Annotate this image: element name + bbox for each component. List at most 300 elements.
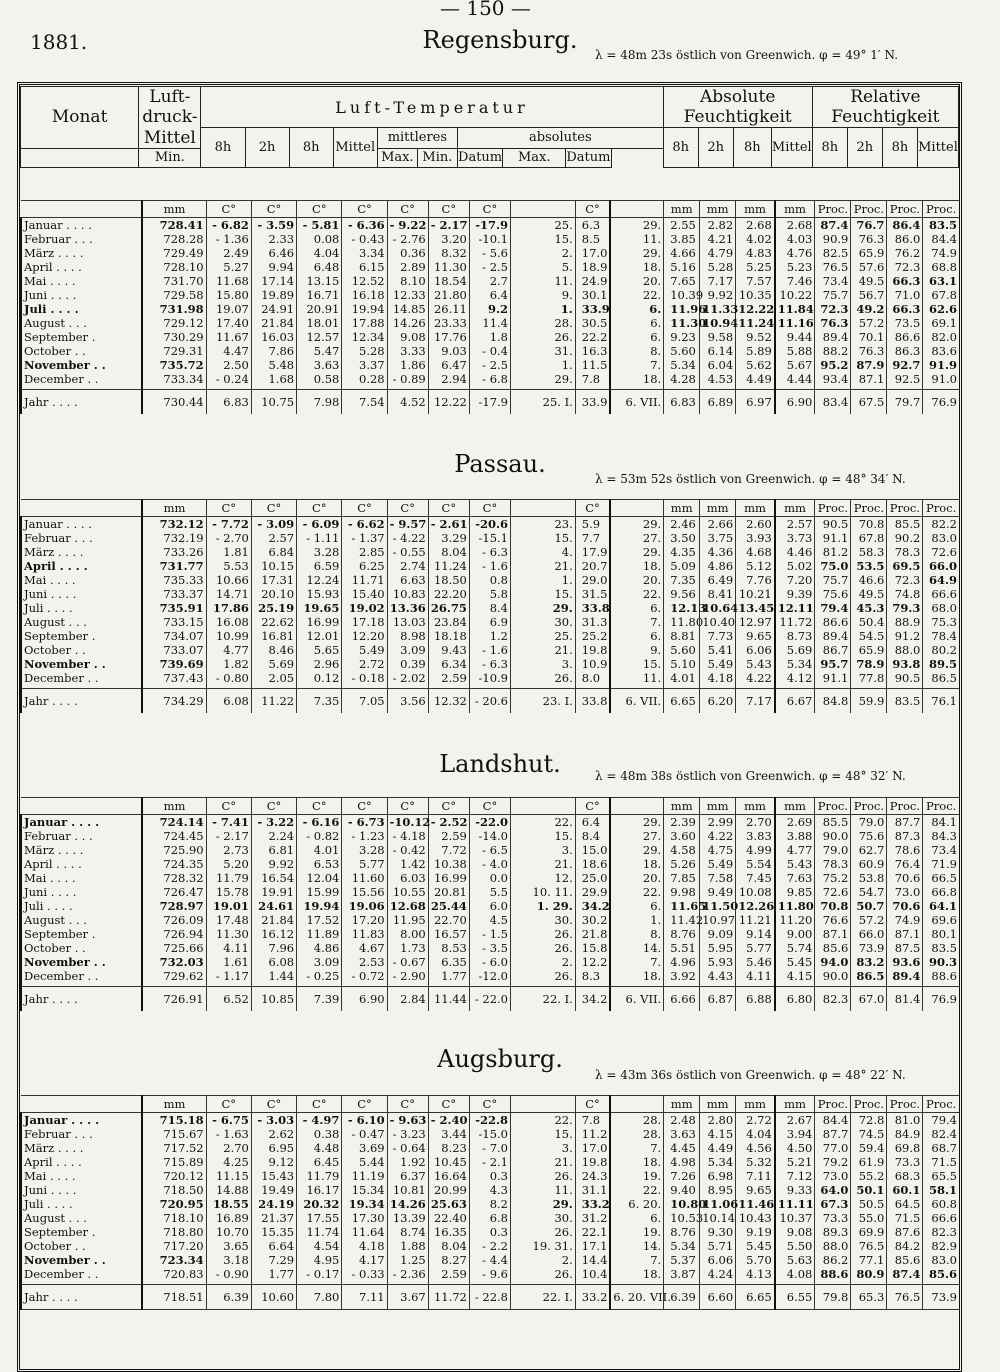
table-cell: 65.9 [851, 246, 887, 260]
unit-label: Proc. [923, 798, 959, 815]
table-cell: 8.41 [700, 587, 736, 601]
table-cell: 8.4 [575, 829, 610, 843]
table-cell: 71.9 [923, 857, 959, 871]
table-cell: 5.95 [700, 941, 736, 955]
table-cell: 2. [511, 955, 576, 969]
table-row [21, 941, 959, 955]
table-row [21, 587, 959, 601]
table-cell: 73.4 [815, 274, 851, 288]
table-cell: 726.47 [142, 885, 206, 899]
table-cell: 4.43 [700, 969, 736, 987]
table-cell: 4.04 [736, 1127, 775, 1141]
table-cell: 5.48 [251, 358, 296, 372]
table-cell: 77.8 [851, 671, 887, 689]
table-cell: 89.4 [815, 330, 851, 344]
table-cell: - 1.11 [297, 531, 342, 545]
table-cell: 94.0 [815, 955, 851, 969]
table-cell: 12.26 [736, 899, 775, 913]
table-cell: 19.34 [342, 1197, 387, 1211]
table-cell: - 2.02 [387, 671, 428, 689]
unit-label: Proc. [887, 798, 923, 815]
table-cell: 15. [511, 1127, 576, 1141]
table-cell: 2.70 [736, 815, 775, 830]
table-cell: - 2.1 [469, 1155, 510, 1169]
unit-label: mm [664, 798, 700, 815]
table-cell: 5.8 [469, 587, 510, 601]
table-cell: - 4.0 [469, 857, 510, 871]
table-cell: 7.98 [297, 390, 342, 415]
unit-label: Proc. [851, 1096, 887, 1113]
table-cell: 3.50 [664, 531, 700, 545]
table-cell: 9.92 [251, 857, 296, 871]
table-cell: 4.47 [206, 344, 251, 358]
table-cell: - 5.6 [469, 246, 510, 260]
table-cell: 31.5 [575, 587, 610, 601]
unit-label: mm [700, 201, 736, 218]
table-cell: 4.01 [297, 843, 342, 857]
table-row [21, 1239, 959, 1253]
unit-label: mm [142, 500, 206, 517]
table-cell: 19.02 [342, 601, 387, 615]
header-f2: 2h [698, 128, 733, 168]
table-cell: 2.50 [206, 358, 251, 372]
table-cell: 14.26 [387, 316, 428, 330]
table-cell: 4.13 [736, 1267, 775, 1285]
table-cell: 6.52 [206, 987, 251, 1012]
table-cell: 735.33 [142, 573, 206, 587]
header-datum2: Datum [566, 150, 611, 165]
table-cell: 22.62 [251, 615, 296, 629]
table-cell: - 1.63 [206, 1127, 251, 1141]
table-row [21, 246, 959, 260]
table-cell: 4.95 [297, 1253, 342, 1267]
unit-label: Proc. [815, 1096, 851, 1113]
table-cell: 6.4 [575, 815, 610, 830]
table-cell: 718.50 [142, 1183, 206, 1197]
table-cell: 30. [511, 913, 576, 927]
table-cell: 15.40 [342, 587, 387, 601]
table-cell: 5.45 [775, 955, 815, 969]
table-cell: 6.65 [664, 689, 700, 714]
table-cell: 19. [610, 1169, 663, 1183]
table-cell: 717.52 [142, 1141, 206, 1155]
header-fm: Mittel [771, 128, 812, 168]
table-cell: 11.20 [775, 913, 815, 927]
month-label: October . . [21, 344, 142, 358]
table-cell: 90.9 [815, 232, 851, 246]
table-cell: 16.99 [428, 871, 469, 885]
table-cell: 82.0 [923, 330, 959, 344]
table-cell: 85.6 [887, 1253, 923, 1267]
table-cell: 67.8 [851, 531, 887, 545]
table-cell: 4.08 [775, 1267, 815, 1285]
table-cell: 11.80 [664, 615, 700, 629]
table-cell: 3.67 [387, 1285, 428, 1310]
table-cell: 7.39 [297, 987, 342, 1012]
table-cell: 3.63 [297, 358, 342, 372]
table-cell: 732.19 [142, 531, 206, 545]
header-mittel: Mittel [139, 128, 201, 149]
table-cell: 12.11 [775, 601, 815, 615]
station-coords: λ = 43m 36s östlich von Greenwich. φ = 48° 22′ N. [595, 1068, 906, 1082]
table-cell: 2.70 [206, 1141, 251, 1155]
unit-label: mm [664, 1096, 700, 1113]
table-cell: 75.6 [815, 587, 851, 601]
table-cell: 22.20 [428, 587, 469, 601]
units-row [21, 1096, 959, 1113]
table-cell: 49.5 [851, 274, 887, 288]
table-cell: 17.0 [575, 246, 610, 260]
table-cell: 1. [511, 302, 576, 316]
table-cell: 7.8 [575, 372, 610, 390]
table-cell: 14.26 [387, 1197, 428, 1211]
table-cell: 83.0 [923, 1253, 959, 1267]
table-row [21, 302, 959, 316]
table-cell: 10.45 [428, 1155, 469, 1169]
unit-label: mm [664, 500, 700, 517]
table-cell: - 2.61 [428, 517, 469, 532]
table-cell: - 4.22 [387, 531, 428, 545]
table-cell: 2.89 [387, 260, 428, 274]
table-cell: 4.46 [775, 545, 815, 559]
table-cell: 11.60 [342, 871, 387, 885]
table-cell: 11.71 [342, 573, 387, 587]
table-cell: 6. 20. [610, 1197, 663, 1211]
table-cell: 10.35 [736, 288, 775, 302]
table-cell: 6.95 [251, 1141, 296, 1155]
table-cell: 3.93 [736, 531, 775, 545]
table-cell: 25.2 [575, 629, 610, 643]
table-cell: 11. [610, 232, 663, 246]
unit-label: Proc. [851, 798, 887, 815]
table-cell: 0.38 [297, 1127, 342, 1141]
table-cell: 25.19 [251, 601, 296, 615]
table-cell: 18.54 [428, 274, 469, 288]
unit-label: mm [775, 500, 815, 517]
table-cell: 4.49 [700, 1141, 736, 1155]
table-cell: 2.85 [342, 545, 387, 559]
table-cell: 5.43 [736, 657, 775, 671]
table-cell: 11.44 [428, 987, 469, 1012]
table-cell: 79.2 [815, 1155, 851, 1169]
table-cell: 70.1 [851, 330, 887, 344]
table-cell: 5.21 [775, 1155, 815, 1169]
column-header [20, 86, 959, 168]
table-cell: 90.5 [887, 671, 923, 689]
table-row [21, 843, 959, 857]
table-cell: 84.1 [923, 815, 959, 830]
table-cell: 28. [511, 316, 576, 330]
table-cell: 82.4 [923, 1127, 959, 1141]
table-cell: 7. [610, 955, 663, 969]
table-cell: 2.82 [700, 218, 736, 233]
station-title: Landshut. [439, 750, 561, 778]
table-cell: 1. [511, 358, 576, 372]
station-coords: λ = 48m 23s östlich von Greenwich. φ = 49° 1′ N. [595, 48, 899, 62]
table-row [21, 829, 959, 843]
table-cell: 90.5 [815, 517, 851, 532]
table-cell: 6. VII. [610, 987, 663, 1012]
table-cell: 63.1 [923, 274, 959, 288]
table-cell: - 0.64 [387, 1141, 428, 1155]
table-cell: 72.8 [851, 1113, 887, 1128]
table-cell: - 22.8 [469, 1285, 510, 1310]
table-cell: 6. [610, 302, 663, 316]
month-label: August . . . [21, 316, 142, 330]
table-cell: 5.32 [736, 1155, 775, 1169]
table-cell: 11.79 [206, 871, 251, 885]
header-abs-feucht: Absolute Feuchtigkeit [663, 87, 812, 128]
table-cell: 3.73 [775, 531, 815, 545]
unit-label: mm [142, 201, 206, 218]
table-cell: 4.3 [469, 1183, 510, 1197]
table-cell: 24.61 [251, 899, 296, 913]
table-cell: 1.25 [387, 1253, 428, 1267]
month-label: Juni . . . . [21, 1183, 142, 1197]
table-cell: 3.87 [664, 1267, 700, 1285]
table-cell: 10.64 [700, 601, 736, 615]
header-max2: Max. [503, 148, 566, 167]
unit-label: C° [575, 201, 610, 218]
month-label: September . [21, 629, 142, 643]
table-cell: 80.9 [851, 1267, 887, 1285]
table-cell: - 6.0 [469, 955, 510, 969]
table-cell: 731.70 [142, 274, 206, 288]
unit-label: Proc. [815, 500, 851, 517]
table-cell: 4.68 [736, 545, 775, 559]
month-label: April . . . . [21, 260, 142, 274]
table-cell: 3.18 [206, 1253, 251, 1267]
table-cell: 5.63 [775, 1253, 815, 1267]
table-cell: 8.98 [387, 629, 428, 643]
table-cell: 8.04 [428, 1239, 469, 1253]
table-cell: 81.2 [815, 545, 851, 559]
table-cell: 6.49 [700, 573, 736, 587]
table-cell: 17.31 [251, 573, 296, 587]
table-cell: 739.69 [142, 657, 206, 671]
table-cell: 17.88 [342, 316, 387, 330]
table-cell: 10.94 [700, 316, 736, 330]
table-cell: 6.59 [297, 559, 342, 573]
unit-label: C° [206, 201, 251, 218]
table-cell: 26.11 [428, 302, 469, 316]
table-cell: 16.89 [206, 1211, 251, 1225]
table-cell: 8.04 [428, 545, 469, 559]
month-label: November . . [21, 955, 142, 969]
table-cell: 76.1 [923, 689, 959, 714]
table-cell: 4.49 [736, 372, 775, 390]
table-cell: 726.91 [142, 987, 206, 1012]
table-cell: 6.39 [206, 1285, 251, 1310]
table-row [21, 1267, 959, 1285]
table-cell: - 7.0 [469, 1141, 510, 1155]
table-cell: 79.7 [887, 390, 923, 415]
table-cell: 17.30 [342, 1211, 387, 1225]
table-cell: 10.99 [206, 629, 251, 643]
month-label: Februar . . . [21, 829, 142, 843]
table-cell: 737.43 [142, 671, 206, 689]
table-cell: 4.83 [736, 246, 775, 260]
table-cell: 9.65 [736, 629, 775, 643]
table-cell: 6.4 [469, 288, 510, 302]
table-cell: 12.97 [736, 615, 775, 629]
table-cell: 76.7 [851, 218, 887, 233]
table-cell: 7.85 [664, 871, 700, 885]
month-label: Januar . . . . [21, 1113, 142, 1128]
table-cell: 6.37 [387, 1169, 428, 1183]
unit-label [511, 201, 576, 218]
table-cell: 66.0 [851, 927, 887, 941]
table-cell: 9.12 [251, 1155, 296, 1169]
table-cell: 6.55 [775, 1285, 815, 1310]
table-cell: 89.4 [887, 969, 923, 987]
table-cell: 6.53 [297, 857, 342, 871]
table-cell: 16.35 [428, 1225, 469, 1239]
table-cell: 81.4 [887, 987, 923, 1012]
table-cell: 66.0 [923, 559, 959, 573]
table-cell: 4.18 [700, 671, 736, 689]
table-cell: 10.55 [387, 885, 428, 899]
table-cell: 5.60 [664, 344, 700, 358]
table-cell: 7. [610, 615, 663, 629]
table-cell: 6.66 [664, 987, 700, 1012]
table-cell: 58.3 [851, 545, 887, 559]
units-empty [21, 1096, 142, 1113]
table-cell: 9.58 [700, 330, 736, 344]
table-cell: 7.54 [342, 390, 387, 415]
table-cell: 86.2 [815, 1253, 851, 1267]
table-cell: 69.1 [923, 316, 959, 330]
unit-label: Proc. [887, 201, 923, 218]
table-cell: 75.2 [815, 871, 851, 885]
header-rel-feucht: Relative Feuchtigkeit [812, 87, 958, 128]
table-cell: 5.20 [206, 857, 251, 871]
table-cell: 2.69 [775, 815, 815, 830]
month-label: Mai . . . . [21, 573, 142, 587]
table-cell: 2.24 [251, 829, 296, 843]
table-cell: 6.14 [700, 344, 736, 358]
table-cell: 10.39 [664, 288, 700, 302]
table-cell: 6.06 [736, 643, 775, 657]
table-cell: 23. I. [511, 689, 576, 714]
table-cell: 9.09 [700, 927, 736, 941]
station-table [20, 499, 959, 713]
table-cell: 733.15 [142, 615, 206, 629]
month-label: October . . [21, 941, 142, 955]
station-table [20, 1095, 959, 1310]
table-cell: 75.3 [923, 615, 959, 629]
table-row [21, 1155, 959, 1169]
table-cell: 66.6 [923, 587, 959, 601]
table-cell: 7.29 [251, 1253, 296, 1267]
table-row [21, 1113, 959, 1128]
table-cell: 19. 31. [511, 1239, 576, 1253]
table-cell: 19.94 [342, 302, 387, 316]
table-cell: - 2.70 [206, 531, 251, 545]
table-cell: 4.15 [700, 1127, 736, 1141]
table-cell: - 20.6 [469, 689, 510, 714]
table-cell: 12.57 [297, 330, 342, 344]
table-cell: 26. [511, 941, 576, 955]
unit-label: mm [736, 201, 775, 218]
table-cell: 15.99 [297, 885, 342, 899]
table-cell: 4.03 [775, 232, 815, 246]
table-cell: 12.04 [297, 871, 342, 885]
table-cell: 67.0 [851, 987, 887, 1012]
table-cell: 93.8 [887, 657, 923, 671]
table-cell: 11.30 [206, 927, 251, 941]
table-cell: 16.03 [251, 330, 296, 344]
table-cell: 4.11 [736, 969, 775, 987]
unit-label [610, 500, 663, 517]
table-cell: 2.46 [664, 517, 700, 532]
header-min: Min. [139, 148, 201, 167]
table-cell: - 0.55 [387, 545, 428, 559]
table-cell: - 1.37 [342, 531, 387, 545]
month-label: Februar . . . [21, 1127, 142, 1141]
table-cell: 14. [610, 941, 663, 955]
table-cell: 72.3 [887, 573, 923, 587]
table-row [21, 559, 959, 573]
table-cell: 5.69 [775, 643, 815, 657]
table-cell: 1. 29. [511, 899, 576, 913]
table-cell: 1.42 [387, 857, 428, 871]
table-cell: 22. [610, 288, 663, 302]
header-r8: 8h [812, 128, 847, 168]
table-cell: - 4.97 [297, 1113, 342, 1128]
table-cell: 2.33 [251, 232, 296, 246]
table-cell: 12.22 [428, 390, 469, 415]
table-cell: 24.91 [251, 302, 296, 316]
table-cell: 28. [610, 1113, 663, 1128]
table-row [21, 531, 959, 545]
table-cell: 88.6 [923, 969, 959, 987]
station-table [20, 200, 959, 414]
unit-label: Proc. [923, 1096, 959, 1113]
table-cell: 76.6 [815, 913, 851, 927]
table-cell: 86.6 [815, 615, 851, 629]
table-cell: 2.84 [387, 987, 428, 1012]
table-cell: 729.12 [142, 316, 206, 330]
table-cell: 2.68 [775, 218, 815, 233]
unit-label: C° [469, 201, 510, 218]
table-cell: 75.7 [815, 573, 851, 587]
table-cell: 0.12 [297, 671, 342, 689]
table-cell: 4.75 [700, 843, 736, 857]
table-row [21, 372, 959, 390]
table-cell: 4.77 [206, 643, 251, 657]
table-cell: 21.37 [251, 1211, 296, 1225]
header-2h: 2h [245, 128, 289, 168]
table-cell: 50.1 [851, 1183, 887, 1197]
table-cell: 22. [511, 1113, 576, 1128]
table-cell: 79.0 [815, 843, 851, 857]
table-cell: 84.3 [923, 829, 959, 843]
table-cell: 82.2 [923, 517, 959, 532]
table-row [21, 1183, 959, 1197]
table-cell: 15. [511, 829, 576, 843]
table-cell: 20. [610, 573, 663, 587]
unit-label: mm [736, 500, 775, 517]
table-cell: 720.83 [142, 1267, 206, 1285]
table-cell: 3.33 [387, 344, 428, 358]
table-cell: 6.45 [297, 1155, 342, 1169]
table-cell: 3.69 [342, 1141, 387, 1155]
table-cell: 6.97 [736, 390, 775, 415]
table-cell: 15. [511, 587, 576, 601]
table-cell: 11.72 [775, 615, 815, 629]
table-cell: 82.3 [815, 987, 851, 1012]
